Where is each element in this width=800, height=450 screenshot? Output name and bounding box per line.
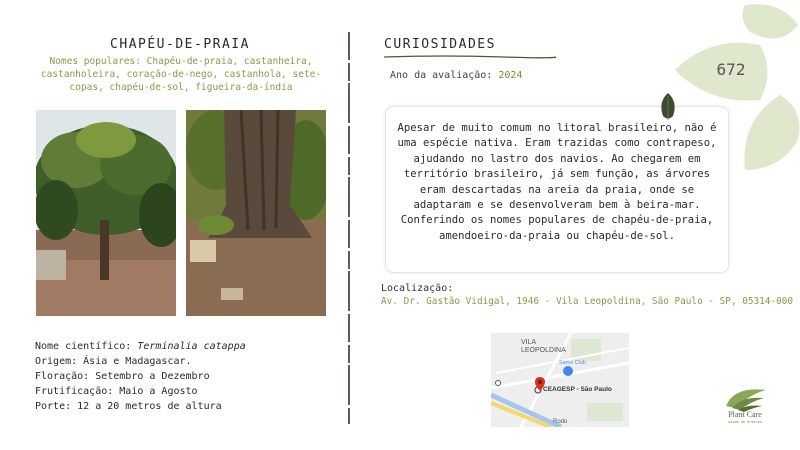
location-address: Av. Dr. Gastão Vidigal, 1946 - Vila Leopoldina, São Paulo - SP, 05314-000 [381,296,794,307]
map-district: VILA LEOPOLDINA [521,339,566,354]
scientific-name-value: Terminalia catappa [137,341,246,352]
map-pin-label: CEAGESP - São Paulo [543,386,612,393]
origin: Origem: Ásia e Madagascar. [35,356,192,367]
leaf-icon [657,92,679,122]
flowering: Floração: Setembro a Dezembro [35,371,210,382]
title-underline [384,54,556,60]
size: Porte: 12 a 20 metros de altura [35,401,222,412]
tree-id-number: 672 [716,60,746,79]
trunk-photo [186,110,326,316]
scientific-name: Nome científico: Terminalia catappa [35,341,246,352]
map-road-label: Rodo [553,419,568,425]
page-title: CHAPÉU-DE-PRAIA [110,37,250,52]
logo-name: Plant Care [728,410,762,419]
curiosity-text: Apesar de muito comum no litoral brasileiro, não é uma espécie nativa. Eram trazidas como contrapeso, ajudando no lastro dos navios. Ao chegarem em território brasileiro, já sem função, as árvores eram descartadas na areia da praia, onde se adaptaram e se desenvolveram bem à beira-mar. Conferindo os nomes populares de chapéu-de-praia, amendoeiro-da-praia ou chapéu-de-sol. [397,122,717,242]
location-map[interactable] [491,333,629,427]
location-label: Localização: [381,283,454,294]
popular-names: Nomes populares: Chapéu-de-praia, castanheira, castanholeira, coração-de-nego, castanhola, sete-copas, chapéu-de-sol, figueira-da-índia [40,56,322,93]
map-place-label: Sams Club [559,360,586,366]
plant-facts [35,339,246,414]
evaluation-year: Ano da avaliação: 2024 [390,70,523,81]
year-value: 2024 [498,70,523,81]
column-divider [345,32,353,424]
logo-tagline: saúde de árvores [728,420,762,424]
fruiting: Frutificação: Maio a Agosto [35,386,198,397]
tree-photo [36,110,176,316]
curiosities-title: CURIOSIDADES [384,37,496,52]
